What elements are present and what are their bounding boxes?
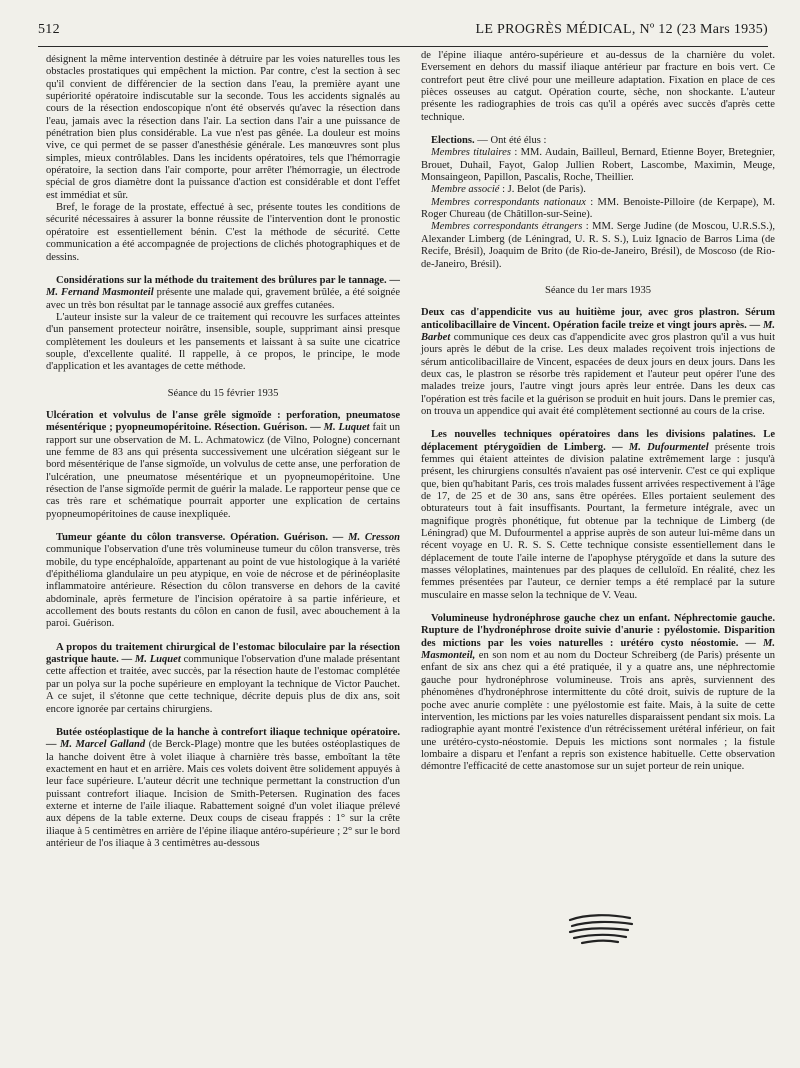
page-number: 512 [38, 22, 60, 37]
members-names: : MM. Serge Judine (de Moscou, U.R.S.S.), Alexander Limberg (de Léningrad, U. R. S. S.), Luiz Ignacio de Barros Lima (de Recife, Brésil), Joaquim de Brito (de Rio-de-Janeiro, Brésil), de Moscoso (de Rio-de-Janeiro, Brésil). [421, 221, 775, 270]
article-text: présente trois femmes qui étaient atteintes de division palatine extrêmement large : jusqu'à présent, les chirurgiens consultés n'avaient pas osé intervenir. C'est ce qui explique que, bien qu'habitant Paris, ces trois malades fussent arrivées respectivement à l'âge de 17, de 25 et de 30 ans, sans être opérées. Elles portaient seulement des obturateurs tout à fait insuffisants. Pourtant, la fermeture intégrale, avec un magnifique progrès phonétique, fut obtenue par la technique de Limberg (de Léningrad) que M. Dufourmentel a apprise auprès de son auteur lui-même dans un récent voyage en U. R. S. S. Cette technique consiste essentiellement dans le déplacement de toute l'aile interne de l'apophyse ptérygoïde et dans la suture des masses véloplatines, maintenues par des plaques de celluloïd. En réalité, chez les femmes présentées par l'auteur, ce dernier temps a été remplacé par la suture musculaire en masse selon la technique de V. Veau. [421, 441, 776, 601]
article-butee [46, 727, 400, 850]
members-label: Membre associé [431, 184, 500, 196]
article-author: — M. Dufourmentel [612, 441, 709, 453]
members-names: : J. Belot (de Paris). [502, 184, 586, 196]
article-author: — M. Luquet [121, 654, 181, 666]
end-ornament-icon [566, 912, 636, 946]
article-divisions-palatines [421, 429, 775, 602]
members-names: : MM. Benoiste-Pilloire (de Kerpape), M. Roger Chureau (de Châtillon-sur-Seine). [421, 196, 775, 221]
article-author: — M. Fernand Masmonteil [46, 274, 400, 299]
members-etrangers [421, 221, 775, 270]
article-text: en son nom et au nom du Docteur Schreiberg (de Paris) présente un enfant de six ans chez qui a été pratiquée, il y a quatre ans, une néphrectomie gauche pour hydronéphrose volumineuse. Trois ans après, surviennent des phénomènes d'hydronéphrose intermittente du côté droit, suivis de rupture de la poche avec anurie complète : une pyélostomie est faite. Mais, à la suite de cette intervention, les mictions par les voies naturelles disparaissent pendant six mois. La radiographie ayant montré l'existence d'un rétrécissement urétéral inférieur, on fait une urétéro-cysto-néostomie. Depuis les mictions sont normales ; la fistule lombaire a disparu et l'enfant a repris son existence habituelle. Cette observation démontre l'efficacité de cette anastomose sur un sujet porteur de rein unique. [421, 650, 775, 773]
paragraph: L'auteur insiste sur la valeur de ce traitement qui recouvre les surfaces atteintes d'un pansement protecteur noirâtre, insensible, souple, supprimant ainsi presque complètement les douleurs et les pansements et laissant à sa suite une cicatrice souple, d'excellente qualité. Il rappelle, à ce propos, le principe, le mode d'application et les avantages de cette méthode. [46, 311, 400, 373]
article-author: — M. Luquet [310, 422, 370, 434]
article-text: communique l'observation d'une très volumineuse tumeur du côlon transverse, très mobile, du type encéphaloïde, appartenant au point de vue histologique à la variété d'épithélioma glandulaire un peu atypique, en voie de nécrose et de périnéoplasite inflammatoire antérieure. Résection du côlon transverse en dehors de la cavité abdominale, après fermeture de l'incision opératoire à sa partie inférieure, et accollement des bouts restants du côlon en canon de fusil, avec abouchement à la paroi. Guérison. [46, 544, 400, 630]
members-titulaires [421, 147, 775, 184]
article-author: — M. Marcel Galland [46, 739, 146, 751]
page-header [38, 22, 768, 44]
paragraph: Bref, le forage de la prostate, effectué à sec, présente toutes les conditions de sécurité nécessaires à assurer la bonne réussite de l'intervention dont le pronostic opératoire est essentiellement bénin. C'est la méthode de sécurité. Cette communication a été accompagnée de projections de clichés photographiques et de dessins. [46, 202, 400, 263]
article-title: A propos du traitement chirurgical de l'estomac biloculaire par la résection gastrique haute. [46, 641, 400, 666]
members-label: Membres correspondants étrangers [431, 221, 583, 233]
article-ulceration [46, 410, 400, 521]
article-title: Butée ostéoplastique de la hanche à contrefort iliaque technique opératoire. [56, 726, 400, 738]
article-text: communique ces deux cas d'appendicite avec gros plastron qu'il a vus huit jours après le début de la crise. Les deux malades reçoivent trois injections de sérum anticolibacillaire de Vincent, espacées de deux jours en deux jours. Dans les deux cas, le plastron se résorbe très rapidement et l'auteur peut opérer l'une des malades treize jours, l'autre vingt jours après leur entrée. Dans les deux cas l'opération est très facile et la guérison se produit en huit jours. Dans le premier cas, on trouva un appendice qui avait été complètement sectionné au cours de la crise. [421, 331, 776, 417]
article-considerations [46, 275, 400, 312]
article-appendicite [421, 307, 775, 418]
left-column [46, 54, 400, 850]
elections-heading [421, 135, 775, 147]
header-rule [38, 46, 768, 47]
elections-title: Elections. [431, 135, 475, 147]
members-names: : MM. Audain, Bailleul, Bernard, Etienne Boyer, Bretegnier, Brouet, Duhail, Fayot, Galop Jullien Robert, Lascombe, Maximin, Meuge, Monsaingeon, Papillon, Pascalis, Roche, Theillier. [421, 147, 775, 184]
right-column [421, 50, 775, 774]
article-title: Ulcération et volvulus de l'anse grêle sigmoïde : perforation, pneumatose mésentérique ; pyopneumopéritoine. Résection. Guérison. [46, 409, 400, 434]
article-title: Volumineuse hydronéphrose gauche chez un enfant. Néphrectomie gauche. Rupture de l'hydronéphrose droite suivie d'anurie : pyélostomie. Disparition des mictions par les voies naturelles : urétéro cysto néostomie. [421, 613, 775, 649]
article-title: Deux cas d'appendicite vus au huitième jour, avec gros plastron. Sérum anticolibacillaire de Vincent. Opération facile treize et vingt jours après. [421, 307, 775, 331]
journal-title: LE PROGRÈS MÉDICAL, Nº 12 (23 Mars 1935) [475, 22, 768, 37]
session-caption: Séance du 1er mars 1935 [544, 284, 652, 296]
article-text: fait un rapport sur une observation de M. L. Achmatowicz (de Vilno, Pologne) concernant une femme de 83 ans qui présenta successivement une ulcération siégeant sur le bord mésentérique de l'anse sigmoïde, un volvulus de cette anse, une perforation de l'ulcération, une pneumatose mésentérique et un pyopneumopéritoine. Une résection de l'anse sigmoïde permit de guérir la malade. Le rapporteur pense que ce cas très rare et schématique pourrait apporter une explication de certains pyopneumopéritoines de cause inexpliquée. [46, 422, 400, 520]
article-title: Les nouvelles techniques opératoires dans les divisions palatines. Le déplacement ptérygoïdien de Limberg. [421, 429, 775, 453]
article-text: communique l'observation d'une malade présentant cette affection et traitée, avec succès, par la résection haute de l'estomac complétée par un polya sur la poche supérieure en employant la technique de Victor Pauchet. A ce sujet, il s'étonne que cette technique, décrite depuis plus de dix ans, soit encore ignorée par certains chirurgiens. [46, 654, 400, 715]
elections-intro: — Ont été élus : [477, 135, 547, 147]
paragraph: désignent la même intervention destinée à détruire par les voies naturelles tous les obstacles prostatiques qui empêchent la miction. Par contre, c'est la section à sec qu'il convient de différencier de la section dans l'eau, la première ayant une supériorité opératoire indiscutable sur la seconde. Tous les accidents signalés au cours de la résection endoscopique n'ont été observés qu'avec la résection dans l'eau, jamais avec la résection dans l'air. La section dans l'air a une puissance de pénétration bien plus considérable. La vue n'est pas gênée. La douleur est moins vive, ce qui permet de se passer d'anesthésie générale. Les manœuvres sont plus simples, mieux contrôlables. Dans les incidents opératoires, tels que l'hémorragie opératoire, la section dans l'air comporte, pour arrêter l'hémorragie, un électrode spécial de gros diamètre dont la puissance d'action est considérable et dont l'effet est immédiat et sûr. [46, 54, 400, 201]
article-author: — M. Cresson [332, 532, 401, 544]
article-title: Considérations sur la méthode du traitement des brûlures par le tannage. [56, 274, 387, 286]
session-caption: Séance du 15 février 1935 [167, 387, 279, 399]
members-list [421, 147, 775, 270]
article-author: — M. Masmonteil, [421, 637, 775, 662]
article-title: Tumeur géante du côlon transverse. Opération. Guérison. [56, 532, 328, 544]
members-correspondants [421, 197, 775, 222]
paragraph: de l'épine iliaque antéro-supérieure et au-dessus de la charnière du volet. Eversement en dehors du massif iliaque antérieur par fracture en bois vert. Ce contrefort peut être clivé pour une meilleure adaptation. Fixation en place de ces pièces osseuses au catgut. Opération courte, sèche, non shockante. L'auteur présente les radiographies de trois cas qu'il a opérés avec succès d'après cette technique. [421, 50, 775, 123]
article-hydronephrose [421, 613, 775, 773]
article-text: présente une malade qui, gravement brûlée, a été soignée avec un très bon résultat par le tannage associé aux greffes cutanées. [46, 287, 400, 311]
article-author: — M. Barbet [421, 319, 776, 343]
members-label: Membres correspondants nationaux [431, 196, 586, 208]
article-estomac [46, 642, 400, 716]
members-associe [421, 184, 775, 196]
article-tumeur [46, 532, 400, 631]
members-label: Membres titulaires [431, 147, 511, 159]
article-text: (de Berck-Plage) montre que les butées ostéoplastiques de la hanche doivent être à volet iliaque à charnière très basse, emboîtant la tête exactement en haut et en arrière. Mais ces volets doivent être solidement appuyés à leur face supérieure. L'auteur décrit une technique permettant la construction d'un puissant contrefort iliaque. Incision de Smith-Petersen. Rugination des faces externe et interne de l'aile iliaque. Rabattement soigné d'un volet iliaque prélevé aux dépens de la table externe. Deux coups de ciseau frappés : 1° sur la crête iliaque à 5 centimètres en arrière de l'épine iliaque antéro-supérieure ; 2° sur le bord antérieur de l'os iliaque à 3 centimètres au-dessous [46, 739, 401, 849]
